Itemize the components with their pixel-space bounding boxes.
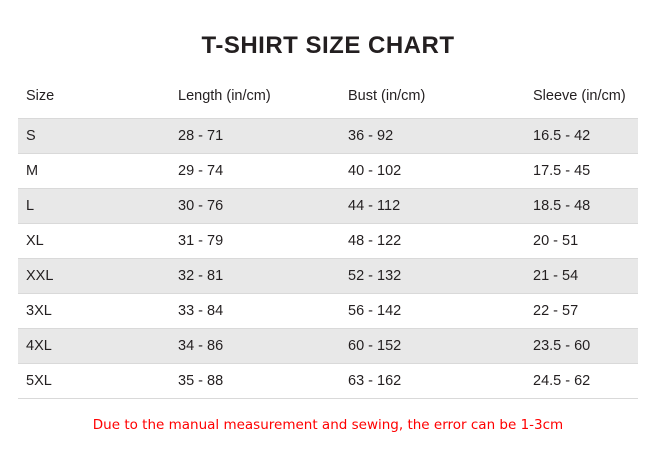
table-body bbox=[18, 119, 638, 399]
cell-sleeve: 18.5 - 48 bbox=[523, 189, 638, 224]
column-header-sleeve: Sleeve (in/cm) bbox=[533, 88, 626, 104]
cell-sleeve: 21 - 54 bbox=[523, 259, 638, 294]
cell-length: 34 - 86 bbox=[168, 329, 338, 364]
table-row bbox=[18, 364, 638, 399]
cell-length: 30 - 76 bbox=[168, 189, 338, 224]
size-chart-table bbox=[18, 82, 638, 399]
cell-sleeve: 20 - 51 bbox=[523, 224, 638, 259]
column-header-length: Length (in/cm) bbox=[178, 88, 271, 104]
cell-size: 4XL bbox=[18, 329, 168, 364]
cell-size: L bbox=[18, 189, 168, 224]
cell-bust: 52 - 132 bbox=[338, 259, 523, 294]
table-header bbox=[18, 82, 638, 119]
table-row bbox=[18, 189, 638, 224]
measurement-note: Due to the manual measurement and sewing, the error can be 1-3cm bbox=[92, 417, 564, 433]
cell-size: 3XL bbox=[18, 294, 168, 329]
cell-length: 31 - 79 bbox=[168, 224, 338, 259]
cell-bust: 36 - 92 bbox=[338, 119, 523, 154]
size-chart-table-wrapper bbox=[18, 82, 638, 399]
cell-length: 32 - 81 bbox=[168, 259, 338, 294]
column-header-size: Size bbox=[26, 88, 55, 104]
cell-size: S bbox=[18, 119, 168, 154]
cell-sleeve: 16.5 - 42 bbox=[523, 119, 638, 154]
cell-bust: 44 - 112 bbox=[338, 189, 523, 224]
cell-length: 29 - 74 bbox=[168, 154, 338, 189]
cell-length: 28 - 71 bbox=[168, 119, 338, 154]
cell-size: 5XL bbox=[18, 364, 168, 399]
cell-length: 35 - 88 bbox=[168, 364, 338, 399]
cell-sleeve: 22 - 57 bbox=[523, 294, 638, 329]
cell-sleeve: 17.5 - 45 bbox=[523, 154, 638, 189]
page-title: T-SHIRT SIZE CHART bbox=[201, 32, 455, 59]
cell-length: 33 - 84 bbox=[168, 294, 338, 329]
cell-bust: 60 - 152 bbox=[338, 329, 523, 364]
column-header-bust: Bust (in/cm) bbox=[348, 88, 426, 104]
table-row bbox=[18, 224, 638, 259]
cell-sleeve: 24.5 - 62 bbox=[523, 364, 638, 399]
table-row bbox=[18, 119, 638, 154]
table-row bbox=[18, 294, 638, 329]
table-row bbox=[18, 154, 638, 189]
cell-size: XXL bbox=[18, 259, 168, 294]
cell-bust: 63 - 162 bbox=[338, 364, 523, 399]
cell-bust: 40 - 102 bbox=[338, 154, 523, 189]
cell-bust: 56 - 142 bbox=[338, 294, 523, 329]
cell-size: M bbox=[18, 154, 168, 189]
cell-bust: 48 - 122 bbox=[338, 224, 523, 259]
cell-sleeve: 23.5 - 60 bbox=[523, 329, 638, 364]
cell-size: XL bbox=[18, 224, 168, 259]
table-row bbox=[18, 259, 638, 294]
table-row bbox=[18, 329, 638, 364]
table-header-row bbox=[18, 82, 638, 119]
